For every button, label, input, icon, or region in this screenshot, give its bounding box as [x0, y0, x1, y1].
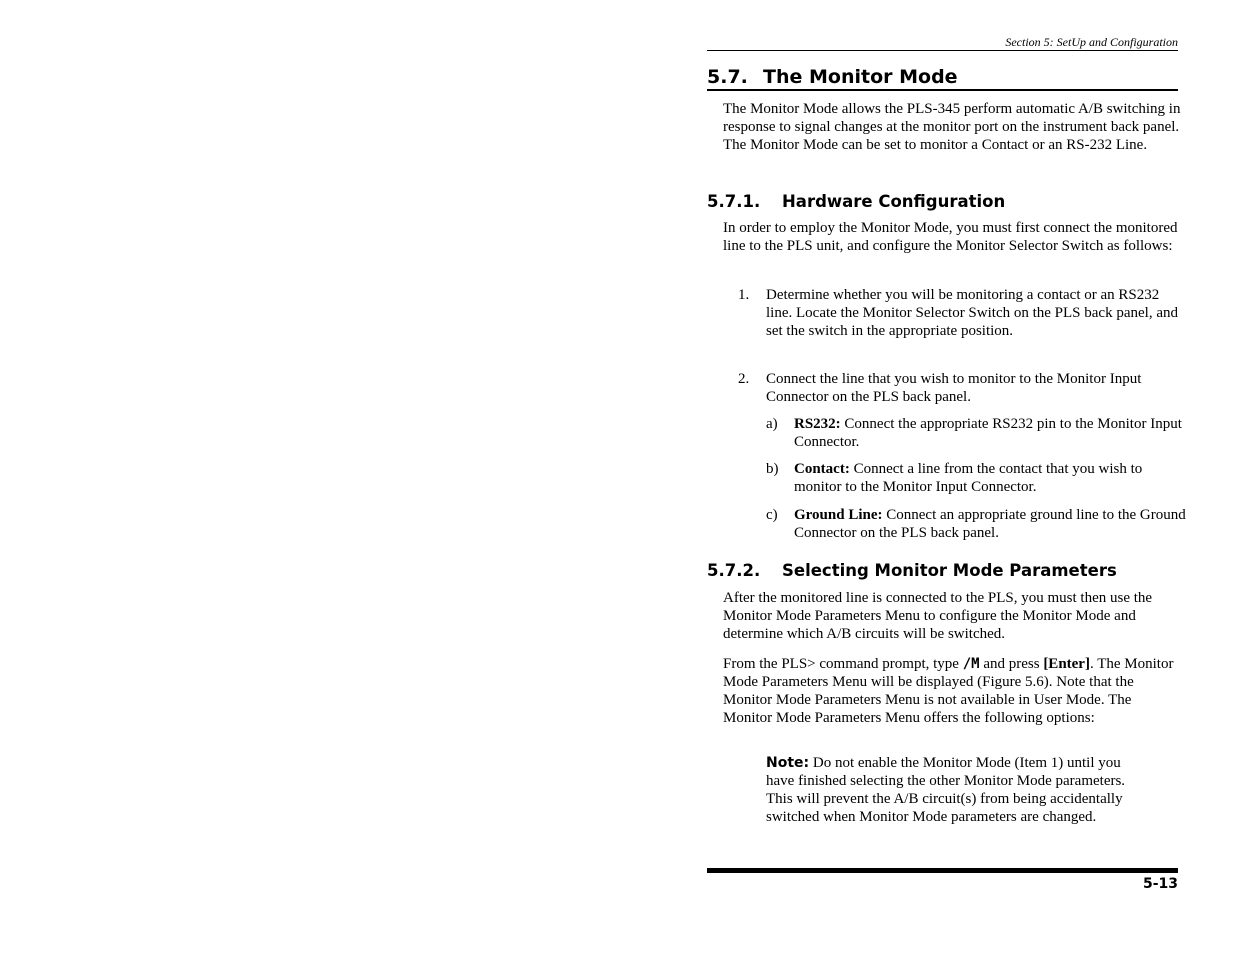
- subsection-heading-parameters: [707, 561, 1117, 580]
- sub-list-text: Connect the appropriate RS232 pin to the Monitor Input Connector.: [794, 416, 1182, 450]
- subsection-number: 5.7.2.: [707, 561, 761, 580]
- sub-list-item: [766, 460, 1186, 496]
- sub-list-item: [766, 415, 1186, 451]
- note-block: [766, 754, 1136, 826]
- note-label: Note:: [766, 755, 810, 771]
- header-rule: [707, 50, 1178, 51]
- term-label: Ground Line:: [794, 507, 883, 523]
- sub-list-marker: b): [766, 461, 779, 477]
- running-header: Section 5: SetUp and Configuration: [1005, 35, 1178, 49]
- list-text: Connect the line that you wish to monitor to the Monitor Input Connector on the PLS back panel.: [766, 371, 1142, 405]
- sub-list-text: Connect an appropriate ground line to the Ground Connector on the PLS back panel.: [794, 507, 1186, 541]
- term-label: Contact:: [794, 461, 850, 477]
- list-item: [738, 286, 1183, 340]
- section-number: 5.7.: [707, 66, 748, 88]
- sub-list-marker: a): [766, 416, 778, 432]
- parameters-paragraph: After the monitored line is connected to the PLS, you must then use the Monitor Mode Parameters Menu to configure the Monitor Mode and determine which A/B circuits will be switched.: [723, 590, 1153, 642]
- intro-paragraph: The Monitor Mode allows the PLS-345 perform automatic A/B switching in response to signal changes at the monitor port on the instrument back panel. The Monitor Mode can be set to monitor a Contact or an RS-232 Line.: [723, 101, 1181, 153]
- section-heading: [707, 66, 1178, 91]
- enter-key-label: [Enter]: [1043, 656, 1090, 672]
- note-text: Do not enable the Monitor Mode (Item 1) until you have finished selecting the other Monitor Mode parameters. This will prevent the A/B circuit(s) from being accidentally switched when Monitor Mode parameters are changed.: [766, 755, 1126, 825]
- hardware-paragraph: In order to employ the Monitor Mode, you must first connect the monitored line to the PLS unit, and configure the Monitor Selector Switch as follows:: [723, 220, 1178, 254]
- list-marker: 2.: [738, 371, 750, 387]
- page-number: 5-13: [1142, 876, 1178, 892]
- subsection-title: Selecting Monitor Mode Parameters: [782, 561, 1117, 580]
- subsection-title: Hardware Configuration: [782, 192, 1006, 211]
- footer-rule: [707, 868, 1178, 873]
- command-code: /M: [962, 656, 980, 672]
- term-label: RS232:: [794, 416, 841, 432]
- manual-page: [707, 0, 1186, 954]
- subsection-heading-hardware: [707, 192, 1005, 211]
- list-text: Determine whether you will be monitoring a contact or an RS232 line. Locate the Monitor Selector Switch on the PLS back panel, and set the switch in the appropriate position.: [766, 287, 1178, 339]
- section-title: The Monitor Mode: [763, 66, 958, 88]
- command-paragraph: From the PLS> command prompt, type /M and press [Enter]. The Monitor Mode Parameters Menu will be displayed (Figure 5.6). Note that the Monitor Mode Parameters Menu is not available in User Mode. The Monitor Mode Parameters Menu offers the following options:: [723, 656, 1174, 726]
- list-item: [738, 370, 1183, 406]
- sub-list-marker: c): [766, 507, 778, 523]
- sub-list-text: Connect a line from the contact that you wish to monitor to the Monitor Input Connector.: [794, 461, 1143, 495]
- sub-list-item: [766, 506, 1186, 542]
- subsection-number: 5.7.1.: [707, 192, 761, 211]
- list-marker: 1.: [738, 287, 750, 303]
